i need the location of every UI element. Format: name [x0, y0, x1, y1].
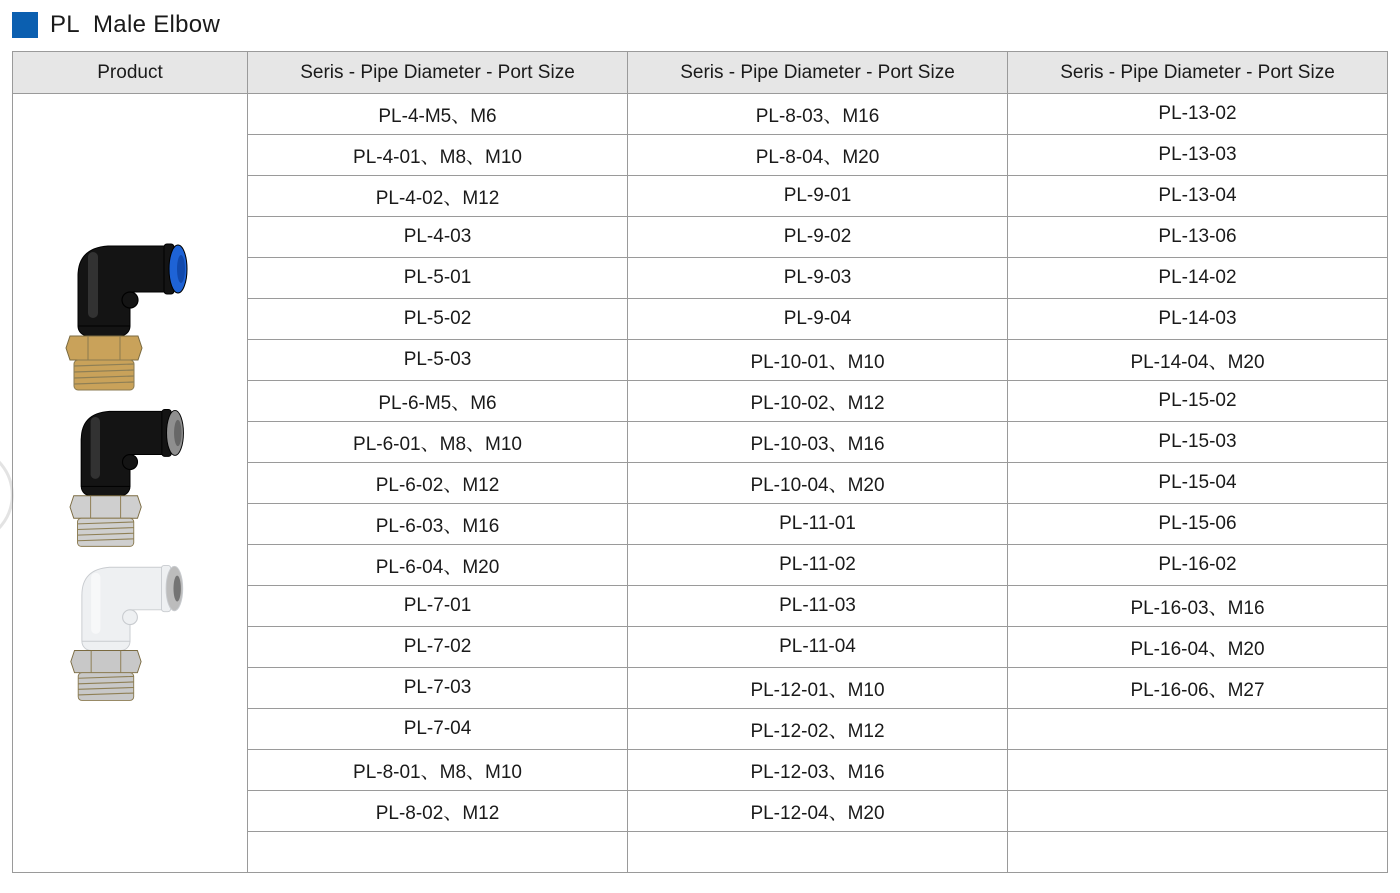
header-product: Product — [13, 52, 248, 94]
spec-cell: PL-13-02 — [1008, 94, 1388, 135]
spec-cell: PL-5-02 — [248, 299, 628, 340]
spec-cell: PL-11-01 — [628, 504, 1008, 545]
spec-cell: PL-7-03 — [248, 668, 628, 709]
spec-cell: PL-5-01 — [248, 258, 628, 299]
spec-cell: PL-14-03 — [1008, 299, 1388, 340]
spec-cell: PL-8-01、M8、M10 — [248, 750, 628, 791]
spec-cell: PL-11-03 — [628, 586, 1008, 627]
spec-cell: PL-15-06 — [1008, 504, 1388, 545]
title-prefix: PL — [50, 11, 80, 38]
spec-cell: PL-5-03 — [248, 340, 628, 381]
spec-cell: PL-6-02、M12 — [248, 463, 628, 504]
header-spec-3: Seris - Pipe Diameter - Port Size — [1008, 52, 1388, 94]
spec-cell: PL-10-01、M10 — [628, 340, 1008, 381]
title-marker-icon — [12, 12, 38, 38]
spec-cell: PL-10-04、M20 — [628, 463, 1008, 504]
spec-cell: PL-9-04 — [628, 299, 1008, 340]
spec-cell: PL-16-06、M27 — [1008, 668, 1388, 709]
spec-cell: PL-15-04 — [1008, 463, 1388, 504]
spec-cell: PL-6-03、M16 — [248, 504, 628, 545]
spec-cell: PL-15-02 — [1008, 381, 1388, 422]
table-row — [13, 94, 1388, 135]
spec-cell: PL-14-02 — [1008, 258, 1388, 299]
spec-cell: PL-6-M5、M6 — [248, 381, 628, 422]
spec-cell: PL-6-01、M8、M10 — [248, 422, 628, 463]
spec-cell: PL-13-04 — [1008, 176, 1388, 217]
spec-cell: PL-16-04、M20 — [1008, 627, 1388, 668]
header-spec-2: Seris - Pipe Diameter - Port Size — [628, 52, 1008, 94]
spec-cell: PL-9-02 — [628, 217, 1008, 258]
spec-cell: PL-14-04、M20 — [1008, 340, 1388, 381]
spec-cell: PL-4-03 — [248, 217, 628, 258]
spec-cell: PL-13-03 — [1008, 135, 1388, 176]
product-images — [60, 236, 200, 712]
spec-cell: PL-12-04、M20 — [628, 791, 1008, 832]
spec-table — [12, 51, 1388, 873]
header-row — [13, 52, 1388, 94]
spec-cell: PL-16-03、M16 — [1008, 586, 1388, 627]
white-elbow-nickel-thread-icon — [60, 558, 200, 706]
spec-cell: PL-8-02、M12 — [248, 791, 628, 832]
spec-cell — [248, 832, 628, 873]
spec-cell: PL-7-04 — [248, 709, 628, 750]
spec-cell: PL-16-02 — [1008, 545, 1388, 586]
spec-cell: PL-7-02 — [248, 627, 628, 668]
spec-cell: PL-4-01、M8、M10 — [248, 135, 628, 176]
spec-cell: PL-6-04、M20 — [248, 545, 628, 586]
product-images-cell — [13, 94, 248, 873]
spec-cell: PL-10-03、M16 — [628, 422, 1008, 463]
section-title — [12, 10, 220, 40]
header-spec-1: Seris - Pipe Diameter - Port Size — [248, 52, 628, 94]
spec-cell: PL-12-01、M10 — [628, 668, 1008, 709]
spec-cell — [1008, 709, 1388, 750]
spec-cell: PL-8-03、M16 — [628, 94, 1008, 135]
spec-cell: PL-11-04 — [628, 627, 1008, 668]
spec-cell: PL-10-02、M12 — [628, 381, 1008, 422]
title-text — [50, 11, 220, 39]
spec-cell: PL-12-03、M16 — [628, 750, 1008, 791]
title-name: Male Elbow — [93, 11, 221, 38]
spec-cell — [628, 832, 1008, 873]
black-elbow-nickel-thread-icon — [60, 402, 200, 552]
spec-cell: PL-12-02、M12 — [628, 709, 1008, 750]
spec-cell: PL-15-03 — [1008, 422, 1388, 463]
spec-cell: PL-13-06 — [1008, 217, 1388, 258]
black-elbow-brass-thread-icon — [60, 236, 200, 396]
spec-cell: PL-9-03 — [628, 258, 1008, 299]
spec-cell: PL-4-M5、M6 — [248, 94, 628, 135]
spec-cell — [1008, 832, 1388, 873]
spec-cell: PL-7-01 — [248, 586, 628, 627]
spec-cell: PL-8-04、M20 — [628, 135, 1008, 176]
spec-cell: PL-4-02、M12 — [248, 176, 628, 217]
spec-cell: PL-9-01 — [628, 176, 1008, 217]
spec-cell — [1008, 750, 1388, 791]
spec-cell — [1008, 791, 1388, 832]
spec-cell: PL-11-02 — [628, 545, 1008, 586]
